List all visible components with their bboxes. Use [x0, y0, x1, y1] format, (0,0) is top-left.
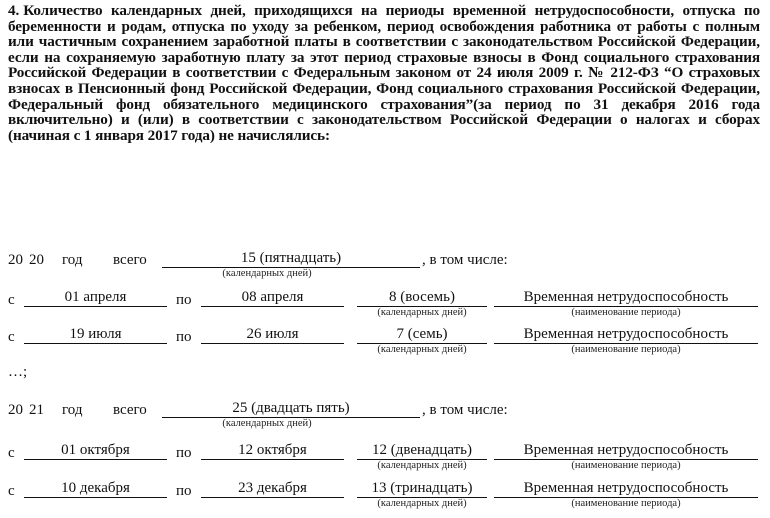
period-from-field: 19 июля: [24, 326, 167, 344]
from-label: с: [8, 445, 15, 461]
period-name-field: Временная нетрудоспособность: [494, 326, 758, 344]
days-caption: (календарных дней): [377, 460, 467, 471]
period-to-field: 12 октября: [201, 442, 344, 460]
period-name-caption: (наименование периода): [571, 460, 681, 471]
period-days-field: 12 (двенадцать): [357, 442, 487, 460]
paragraph-number: 4.: [8, 2, 20, 19]
period-name-caption: (наименование периода): [571, 498, 681, 509]
to-label: по: [176, 445, 192, 461]
year-label: год: [62, 402, 83, 418]
to-label: по: [176, 329, 192, 345]
days-caption: (календарных дней): [377, 344, 467, 355]
year-label: год: [62, 252, 83, 268]
including-label: , в том числе:: [422, 402, 508, 418]
total-label: всего: [113, 252, 147, 268]
period-from-field: 01 октября: [24, 442, 167, 460]
to-label: по: [176, 483, 192, 499]
period-days-field: 7 (семь): [357, 326, 487, 344]
period-days-field: 8 (восемь): [357, 289, 487, 307]
from-label: с: [8, 292, 15, 308]
to-label: по: [176, 292, 192, 308]
period-from-field: 10 декабря: [24, 480, 167, 498]
days-caption: (календарных дней): [222, 268, 312, 279]
period-to-field: 08 апреля: [201, 289, 344, 307]
total-label: всего: [113, 402, 147, 418]
period-name-field: Временная нетрудоспособность: [494, 289, 758, 307]
period-from-field: 01 апреля: [24, 289, 167, 307]
ellipsis: …;: [8, 364, 28, 380]
period-name-field: Временная нетрудоспособность: [494, 442, 758, 460]
paragraph-text: Количество календарных дней, приходящихся на периоды временной нетрудоспособности, отпуска по беременности и родам, отпуска по уходу за ребенком, период освобождения работника от работы с полным или частичным сохранением заработной платы в соответствии с законодательством Российской Федерации, если на сохраняемую заработную плату за этот период страховые взносы в Фонд социального страхования Российской Федерации в соответствии с Федеральным законом от 24 июля 2009 г. № 212-ФЗ “О страховых взносах в Пенсионный фонд Российской Федерации, Фонд социального страхования Российской Федерации, Федеральный фонд обязательного медицинского страхования”(за период по 31 декабря 2016 года включительно) и (или) в соответствии с законодательством Российской Федерации о налогах и сборах (начиная с 1 января 2017 года) не начислялись:: [8, 2, 760, 144]
days-caption: (календарных дней): [377, 498, 467, 509]
period-days-field: 13 (тринадцать): [357, 480, 487, 498]
from-label: с: [8, 483, 15, 499]
total-days-field: 25 (двадцать пять): [162, 400, 420, 418]
total-days-field: 15 (пятнадцать): [162, 250, 420, 268]
from-label: с: [8, 329, 15, 345]
period-name-caption: (наименование периода): [571, 307, 681, 318]
period-name-caption: (наименование периода): [571, 344, 681, 355]
year-suffix: 21: [29, 402, 44, 418]
year-prefix: 20: [8, 402, 23, 418]
including-label: , в том числе:: [422, 252, 508, 268]
days-caption: (календарных дней): [222, 418, 312, 429]
paragraph-4: [8, 3, 760, 143]
period-to-field: 26 июля: [201, 326, 344, 344]
period-name-field: Временная нетрудоспособность: [494, 480, 758, 498]
days-caption: (календарных дней): [377, 307, 467, 318]
period-to-field: 23 декабря: [201, 480, 344, 498]
year-prefix: 20: [8, 252, 23, 268]
year-suffix: 20: [29, 252, 44, 268]
